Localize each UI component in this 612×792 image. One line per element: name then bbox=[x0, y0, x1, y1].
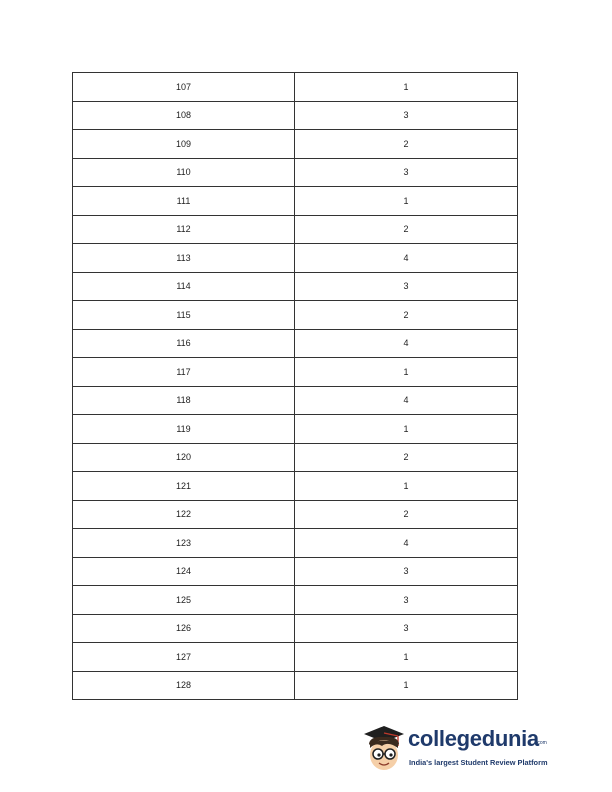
answer-cell: 2 bbox=[295, 215, 518, 244]
mascot-graduation-cap-icon bbox=[360, 722, 406, 774]
table-row bbox=[73, 415, 518, 444]
answer-key-rows bbox=[73, 73, 518, 700]
answer-cell: 2 bbox=[295, 130, 518, 159]
question-number-cell: 117 bbox=[73, 358, 295, 387]
table-row bbox=[73, 586, 518, 615]
logo-wordmark: collegedunia bbox=[408, 726, 539, 751]
question-number-cell: 119 bbox=[73, 415, 295, 444]
table-row bbox=[73, 500, 518, 529]
answer-key-table bbox=[72, 72, 518, 700]
answer-cell: 3 bbox=[295, 101, 518, 130]
table-row bbox=[73, 358, 518, 387]
answer-cell: 4 bbox=[295, 244, 518, 273]
table-row bbox=[73, 130, 518, 159]
question-number-cell: 115 bbox=[73, 301, 295, 330]
answer-cell: 2 bbox=[295, 443, 518, 472]
question-number-cell: 120 bbox=[73, 443, 295, 472]
answer-cell: 4 bbox=[295, 329, 518, 358]
answer-cell: 1 bbox=[295, 643, 518, 672]
question-number-cell: 123 bbox=[73, 529, 295, 558]
question-number-cell: 108 bbox=[73, 101, 295, 130]
table-row bbox=[73, 443, 518, 472]
table-row bbox=[73, 215, 518, 244]
table-row bbox=[73, 614, 518, 643]
answer-cell: 4 bbox=[295, 386, 518, 415]
question-number-cell: 110 bbox=[73, 158, 295, 187]
table-row bbox=[73, 101, 518, 130]
table-row bbox=[73, 187, 518, 216]
answer-cell: 1 bbox=[295, 472, 518, 501]
table-row bbox=[73, 386, 518, 415]
question-number-cell: 118 bbox=[73, 386, 295, 415]
answer-cell: 1 bbox=[295, 671, 518, 700]
table-row bbox=[73, 643, 518, 672]
table-row bbox=[73, 244, 518, 273]
question-number-cell: 128 bbox=[73, 671, 295, 700]
logo-domain-suffix: .com bbox=[536, 740, 547, 746]
answer-cell: 3 bbox=[295, 614, 518, 643]
question-number-cell: 111 bbox=[73, 187, 295, 216]
table-row bbox=[73, 329, 518, 358]
table-row bbox=[73, 671, 518, 700]
collegedunia-logo bbox=[360, 722, 550, 778]
question-number-cell: 127 bbox=[73, 643, 295, 672]
answer-cell: 1 bbox=[295, 187, 518, 216]
answer-cell: 3 bbox=[295, 158, 518, 187]
question-number-cell: 107 bbox=[73, 73, 295, 102]
question-number-cell: 124 bbox=[73, 557, 295, 586]
answer-cell: 1 bbox=[295, 415, 518, 444]
answer-cell: 1 bbox=[295, 358, 518, 387]
table-row bbox=[73, 158, 518, 187]
question-number-cell: 121 bbox=[73, 472, 295, 501]
table-row bbox=[73, 272, 518, 301]
table-row bbox=[73, 529, 518, 558]
question-number-cell: 126 bbox=[73, 614, 295, 643]
question-number-cell: 109 bbox=[73, 130, 295, 159]
question-number-cell: 116 bbox=[73, 329, 295, 358]
answer-cell: 4 bbox=[295, 529, 518, 558]
table-row bbox=[73, 301, 518, 330]
question-number-cell: 122 bbox=[73, 500, 295, 529]
table-row bbox=[73, 73, 518, 102]
answer-cell: 3 bbox=[295, 557, 518, 586]
question-number-cell: 125 bbox=[73, 586, 295, 615]
question-number-cell: 112 bbox=[73, 215, 295, 244]
answer-cell: 3 bbox=[295, 272, 518, 301]
logo-tagline: India's largest Student Review Platform bbox=[409, 758, 548, 767]
question-number-cell: 114 bbox=[73, 272, 295, 301]
answer-cell: 2 bbox=[295, 500, 518, 529]
table-row bbox=[73, 472, 518, 501]
answer-cell: 1 bbox=[295, 73, 518, 102]
answer-cell: 2 bbox=[295, 301, 518, 330]
table-row bbox=[73, 557, 518, 586]
answer-cell: 3 bbox=[295, 586, 518, 615]
question-number-cell: 113 bbox=[73, 244, 295, 273]
